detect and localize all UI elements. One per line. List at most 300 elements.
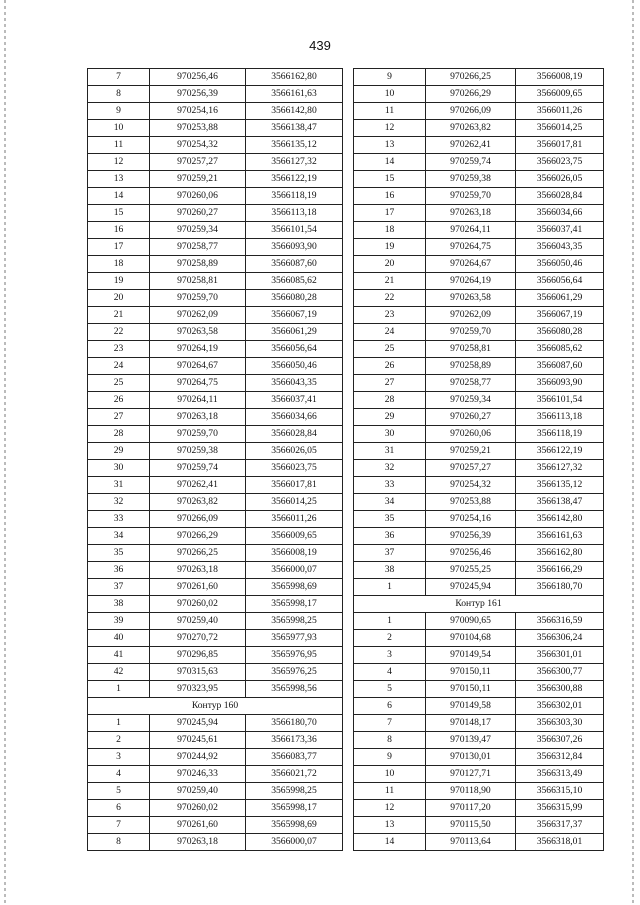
table-row	[88, 256, 343, 273]
point-number: 27	[88, 409, 150, 426]
y-coordinate: 3566009,65	[516, 86, 604, 103]
y-coordinate: 3566034,66	[246, 409, 343, 426]
y-coordinate: 3566037,41	[246, 392, 343, 409]
point-number: 12	[354, 800, 426, 817]
table-row	[354, 341, 604, 358]
point-number: 6	[88, 800, 150, 817]
y-coordinate: 3566312,84	[516, 749, 604, 766]
x-coordinate: 970090,65	[426, 613, 516, 630]
x-coordinate: 970259,21	[426, 443, 516, 460]
y-coordinate: 3566138,47	[516, 494, 604, 511]
table-row	[88, 443, 343, 460]
y-coordinate: 3565976,25	[246, 664, 343, 681]
x-coordinate: 970118,90	[426, 783, 516, 800]
point-number: 32	[354, 460, 426, 477]
point-number: 28	[354, 392, 426, 409]
y-coordinate: 3566061,29	[516, 290, 604, 307]
y-coordinate: 3566135,12	[246, 137, 343, 154]
point-number: 4	[88, 766, 150, 783]
point-number: 18	[88, 256, 150, 273]
table-row	[88, 409, 343, 426]
point-number: 16	[354, 188, 426, 205]
table-row	[88, 154, 343, 171]
y-coordinate: 3566008,19	[516, 69, 604, 86]
point-number: 12	[88, 154, 150, 171]
table-row	[354, 392, 604, 409]
point-number: 36	[88, 562, 150, 579]
y-coordinate: 3566028,84	[246, 426, 343, 443]
point-number: 9	[88, 103, 150, 120]
x-coordinate: 970259,70	[150, 290, 246, 307]
y-coordinate: 3566318,01	[516, 834, 604, 851]
x-coordinate: 970104,68	[426, 630, 516, 647]
y-coordinate: 3566180,70	[246, 715, 343, 732]
page-number: 439	[309, 38, 331, 53]
table-row	[354, 613, 604, 630]
x-coordinate: 970259,74	[150, 460, 246, 477]
y-coordinate: 3566000,07	[246, 562, 343, 579]
point-number: 24	[354, 324, 426, 341]
table-row	[354, 222, 604, 239]
point-number: 1	[354, 613, 426, 630]
y-coordinate: 3566303,30	[516, 715, 604, 732]
y-coordinate: 3565998,17	[246, 800, 343, 817]
x-coordinate: 970259,40	[150, 783, 246, 800]
y-coordinate: 3566028,84	[516, 188, 604, 205]
point-number: 25	[354, 341, 426, 358]
y-coordinate: 3566037,41	[516, 222, 604, 239]
point-number: 7	[354, 715, 426, 732]
y-coordinate: 3565976,95	[246, 647, 343, 664]
point-number: 38	[354, 562, 426, 579]
x-coordinate: 970258,89	[426, 358, 516, 375]
y-coordinate: 3566142,80	[516, 511, 604, 528]
x-coordinate: 970263,18	[150, 562, 246, 579]
table-row	[88, 664, 343, 681]
x-coordinate: 970254,16	[150, 103, 246, 120]
point-number: 21	[88, 307, 150, 324]
table-row	[88, 86, 343, 103]
point-number: 26	[88, 392, 150, 409]
table-row	[354, 715, 604, 732]
point-number: 23	[88, 341, 150, 358]
y-coordinate: 3566023,75	[246, 460, 343, 477]
y-coordinate: 3566300,88	[516, 681, 604, 698]
x-coordinate: 970115,50	[426, 817, 516, 834]
table-row	[88, 800, 343, 817]
x-coordinate: 970259,34	[426, 392, 516, 409]
x-coordinate: 970260,06	[426, 426, 516, 443]
table-row	[88, 137, 343, 154]
y-coordinate: 3565998,25	[246, 783, 343, 800]
point-number: 10	[88, 120, 150, 137]
y-coordinate: 3566085,62	[516, 341, 604, 358]
table-row	[88, 647, 343, 664]
x-coordinate: 970259,70	[426, 324, 516, 341]
right-coordinates-table	[353, 68, 604, 851]
x-coordinate: 970263,18	[150, 409, 246, 426]
x-coordinate: 970256,39	[150, 86, 246, 103]
right-table-rows	[354, 69, 604, 596]
point-number: 6	[354, 698, 426, 715]
x-coordinate: 970259,70	[426, 188, 516, 205]
table-row	[88, 783, 343, 800]
table-row	[88, 562, 343, 579]
table-row	[354, 171, 604, 188]
y-coordinate: 3566122,19	[516, 443, 604, 460]
y-coordinate: 3566138,47	[246, 120, 343, 137]
point-number: 8	[88, 86, 150, 103]
table-row	[88, 392, 343, 409]
table-row	[354, 120, 604, 137]
x-coordinate: 970264,11	[426, 222, 516, 239]
table-row	[88, 324, 343, 341]
x-coordinate: 970264,67	[150, 358, 246, 375]
point-number: 19	[88, 273, 150, 290]
table-row	[88, 834, 343, 851]
x-coordinate: 970266,29	[150, 528, 246, 545]
table-row	[88, 273, 343, 290]
y-coordinate: 3566316,59	[516, 613, 604, 630]
y-coordinate: 3566014,25	[246, 494, 343, 511]
point-number: 10	[354, 766, 426, 783]
table-row	[88, 120, 343, 137]
point-number: 9	[354, 749, 426, 766]
table-row	[88, 681, 343, 698]
x-coordinate: 970263,82	[426, 120, 516, 137]
point-number: 13	[88, 171, 150, 188]
table-row	[354, 273, 604, 290]
y-coordinate: 3566101,54	[246, 222, 343, 239]
y-coordinate: 3566080,28	[246, 290, 343, 307]
x-coordinate: 970245,94	[426, 579, 516, 596]
point-number: 29	[88, 443, 150, 460]
point-number: 11	[354, 103, 426, 120]
point-number: 1	[354, 579, 426, 596]
point-number: 11	[354, 783, 426, 800]
x-coordinate: 970260,02	[150, 800, 246, 817]
table-row	[88, 817, 343, 834]
table-row	[354, 426, 604, 443]
point-number: 14	[88, 188, 150, 205]
x-coordinate: 970264,75	[150, 375, 246, 392]
table-row	[354, 69, 604, 86]
x-coordinate: 970255,25	[426, 562, 516, 579]
point-number: 41	[88, 647, 150, 664]
table-row	[88, 528, 343, 545]
table-row	[354, 239, 604, 256]
y-coordinate: 3566008,19	[246, 545, 343, 562]
x-coordinate: 970259,40	[150, 613, 246, 630]
x-coordinate: 970148,17	[426, 715, 516, 732]
table-row	[354, 647, 604, 664]
point-number: 9	[354, 69, 426, 86]
table-row	[354, 256, 604, 273]
y-coordinate: 3566011,26	[246, 511, 343, 528]
x-coordinate: 970264,75	[426, 239, 516, 256]
point-number: 13	[354, 817, 426, 834]
x-coordinate: 970259,38	[150, 443, 246, 460]
table-row	[88, 375, 343, 392]
table-row	[88, 426, 343, 443]
table-row	[88, 545, 343, 562]
x-coordinate: 970256,46	[150, 69, 246, 86]
x-coordinate: 970246,33	[150, 766, 246, 783]
table-row	[354, 324, 604, 341]
x-coordinate: 970257,27	[426, 460, 516, 477]
x-coordinate: 970245,61	[150, 732, 246, 749]
point-number: 10	[354, 86, 426, 103]
x-coordinate: 970258,81	[150, 273, 246, 290]
x-coordinate: 970258,89	[150, 256, 246, 273]
point-number: 20	[354, 256, 426, 273]
x-coordinate: 970264,67	[426, 256, 516, 273]
point-number: 2	[88, 732, 150, 749]
x-coordinate: 970257,27	[150, 154, 246, 171]
x-coordinate: 970262,41	[426, 137, 516, 154]
y-coordinate: 3566101,54	[516, 392, 604, 409]
table-row	[354, 137, 604, 154]
x-coordinate: 970259,34	[150, 222, 246, 239]
x-coordinate: 970150,11	[426, 681, 516, 698]
scan-edge-right	[632, 0, 634, 905]
x-coordinate: 970263,82	[150, 494, 246, 511]
y-coordinate: 3565998,69	[246, 579, 343, 596]
table-row	[88, 630, 343, 647]
table-row	[354, 562, 604, 579]
x-coordinate: 970259,74	[426, 154, 516, 171]
y-coordinate: 3566080,28	[516, 324, 604, 341]
y-coordinate: 3566315,99	[516, 800, 604, 817]
x-coordinate: 970262,41	[150, 477, 246, 494]
y-coordinate: 3565998,56	[246, 681, 343, 698]
table-row	[354, 375, 604, 392]
x-coordinate: 970266,25	[426, 69, 516, 86]
right-table-section-rows	[354, 613, 604, 851]
y-coordinate: 3566122,19	[246, 171, 343, 188]
y-coordinate: 3566162,80	[516, 545, 604, 562]
table-row	[354, 545, 604, 562]
table-row	[354, 494, 604, 511]
table-row	[88, 749, 343, 766]
x-coordinate: 970130,01	[426, 749, 516, 766]
x-coordinate: 970254,32	[150, 137, 246, 154]
y-coordinate: 3566034,66	[516, 205, 604, 222]
y-coordinate: 3565998,25	[246, 613, 343, 630]
y-coordinate: 3566315,10	[516, 783, 604, 800]
y-coordinate: 3566087,60	[246, 256, 343, 273]
y-coordinate: 3566014,25	[516, 120, 604, 137]
table-row	[88, 596, 343, 613]
point-number: 12	[354, 120, 426, 137]
x-coordinate: 970150,11	[426, 664, 516, 681]
left-table-section-rows	[88, 715, 343, 851]
y-coordinate: 3566056,64	[246, 341, 343, 358]
x-coordinate: 970258,77	[426, 375, 516, 392]
y-coordinate: 3565977,93	[246, 630, 343, 647]
point-number: 22	[354, 290, 426, 307]
x-coordinate: 970263,58	[426, 290, 516, 307]
table-row	[354, 800, 604, 817]
point-number: 18	[354, 222, 426, 239]
point-number: 36	[354, 528, 426, 545]
point-number: 4	[354, 664, 426, 681]
y-coordinate: 3565998,69	[246, 817, 343, 834]
x-coordinate: 970262,09	[426, 307, 516, 324]
y-coordinate: 3566093,90	[246, 239, 343, 256]
table-row	[354, 290, 604, 307]
x-coordinate: 970266,09	[426, 103, 516, 120]
point-number: 5	[88, 783, 150, 800]
x-coordinate: 970256,46	[426, 545, 516, 562]
y-coordinate: 3566085,62	[246, 273, 343, 290]
section-header-row	[88, 698, 343, 715]
table-row	[88, 222, 343, 239]
y-coordinate: 3566067,19	[516, 307, 604, 324]
point-number: 1	[88, 715, 150, 732]
x-coordinate: 970127,71	[426, 766, 516, 783]
point-number: 24	[88, 358, 150, 375]
x-coordinate: 970254,32	[426, 477, 516, 494]
x-coordinate: 970254,16	[426, 511, 516, 528]
x-coordinate: 970260,02	[150, 596, 246, 613]
point-number: 33	[88, 511, 150, 528]
table-row	[88, 494, 343, 511]
table-row	[88, 171, 343, 188]
x-coordinate: 970139,47	[426, 732, 516, 749]
y-coordinate: 3566307,26	[516, 732, 604, 749]
table-row	[354, 103, 604, 120]
y-coordinate: 3566000,07	[246, 834, 343, 851]
point-number: 3	[354, 647, 426, 664]
x-coordinate: 970260,06	[150, 188, 246, 205]
y-coordinate: 3566317,37	[516, 817, 604, 834]
y-coordinate: 3566173,36	[246, 732, 343, 749]
y-coordinate: 3566056,64	[516, 273, 604, 290]
y-coordinate: 3566050,46	[246, 358, 343, 375]
x-coordinate: 970117,20	[426, 800, 516, 817]
x-coordinate: 970256,39	[426, 528, 516, 545]
table-row	[354, 307, 604, 324]
point-number: 31	[88, 477, 150, 494]
point-number: 20	[88, 290, 150, 307]
table-row	[354, 766, 604, 783]
point-number: 38	[88, 596, 150, 613]
table-row	[354, 528, 604, 545]
table-row	[354, 783, 604, 800]
x-coordinate: 970245,94	[150, 715, 246, 732]
table-row	[354, 834, 604, 851]
table-row	[88, 460, 343, 477]
y-coordinate: 3566021,72	[246, 766, 343, 783]
y-coordinate: 3565998,17	[246, 596, 343, 613]
y-coordinate: 3566313,49	[516, 766, 604, 783]
y-coordinate: 3566043,35	[246, 375, 343, 392]
x-coordinate: 970266,09	[150, 511, 246, 528]
table-row	[88, 205, 343, 222]
table-row	[88, 188, 343, 205]
point-number: 14	[354, 154, 426, 171]
y-coordinate: 3566135,12	[516, 477, 604, 494]
table-row	[354, 205, 604, 222]
x-coordinate: 970264,11	[150, 392, 246, 409]
x-coordinate: 970263,58	[150, 324, 246, 341]
point-number: 30	[354, 426, 426, 443]
y-coordinate: 3566026,05	[246, 443, 343, 460]
x-coordinate: 970263,18	[426, 205, 516, 222]
table-row	[354, 409, 604, 426]
y-coordinate: 3566118,19	[516, 426, 604, 443]
y-coordinate: 3566161,63	[516, 528, 604, 545]
y-coordinate: 3566162,80	[246, 69, 343, 86]
table-row	[354, 749, 604, 766]
point-number: 42	[88, 664, 150, 681]
x-coordinate: 970323,95	[150, 681, 246, 698]
section-header-row	[354, 596, 604, 613]
table-row	[354, 443, 604, 460]
point-number: 30	[88, 460, 150, 477]
table-row	[354, 477, 604, 494]
y-coordinate: 3566113,18	[246, 205, 343, 222]
table-row	[354, 817, 604, 834]
x-coordinate: 970260,27	[150, 205, 246, 222]
table-row	[88, 290, 343, 307]
point-number: 35	[88, 545, 150, 562]
point-number: 13	[354, 137, 426, 154]
point-number: 37	[88, 579, 150, 596]
y-coordinate: 3566180,70	[516, 579, 604, 596]
point-number: 27	[354, 375, 426, 392]
y-coordinate: 3566011,26	[516, 103, 604, 120]
point-number: 25	[88, 375, 150, 392]
section-title: Контур 161	[354, 596, 604, 613]
y-coordinate: 3566017,81	[516, 137, 604, 154]
x-coordinate: 970149,54	[426, 647, 516, 664]
left-table-rows	[88, 69, 343, 698]
y-coordinate: 3566026,05	[516, 171, 604, 188]
point-number: 23	[354, 307, 426, 324]
table-row	[354, 188, 604, 205]
point-number: 34	[88, 528, 150, 545]
x-coordinate: 970266,25	[150, 545, 246, 562]
y-coordinate: 3566087,60	[516, 358, 604, 375]
point-number: 17	[88, 239, 150, 256]
table-row	[88, 103, 343, 120]
x-coordinate: 970261,60	[150, 817, 246, 834]
y-coordinate: 3566083,77	[246, 749, 343, 766]
y-coordinate: 3566067,19	[246, 307, 343, 324]
point-number: 33	[354, 477, 426, 494]
point-number: 5	[354, 681, 426, 698]
x-coordinate: 970296,85	[150, 647, 246, 664]
table-row	[88, 715, 343, 732]
y-coordinate: 3566009,65	[246, 528, 343, 545]
table-row	[354, 630, 604, 647]
point-number: 21	[354, 273, 426, 290]
point-number: 2	[354, 630, 426, 647]
point-number: 37	[354, 545, 426, 562]
point-number: 15	[88, 205, 150, 222]
point-number: 26	[354, 358, 426, 375]
table-row	[88, 732, 343, 749]
y-coordinate: 3566093,90	[516, 375, 604, 392]
table-row	[354, 460, 604, 477]
x-coordinate: 970253,88	[426, 494, 516, 511]
y-coordinate: 3566043,35	[516, 239, 604, 256]
y-coordinate: 3566300,77	[516, 664, 604, 681]
section-title: Контур 160	[88, 698, 343, 715]
x-coordinate: 970315,63	[150, 664, 246, 681]
